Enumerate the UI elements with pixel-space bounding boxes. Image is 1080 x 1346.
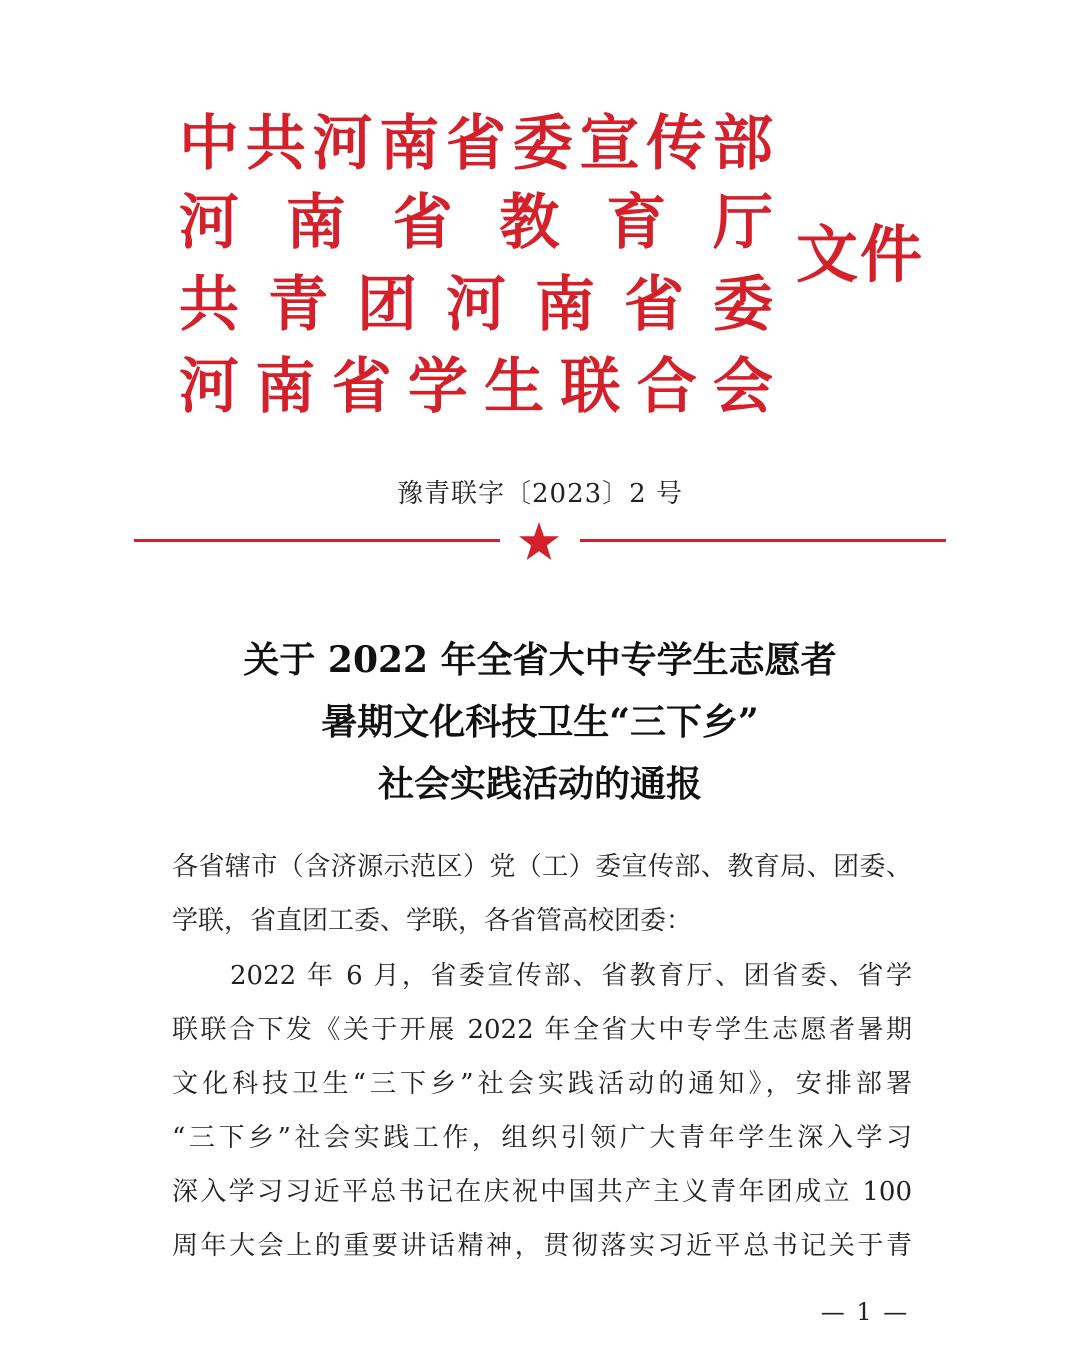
document-title-line: 暑期文化科技卫生“三下乡”: [321, 701, 759, 743]
issuer-char: 南: [379, 109, 440, 179]
issuer-char: 河: [179, 352, 239, 422]
issuer-char: 河: [446, 270, 506, 340]
issuer-char: 联: [560, 352, 621, 422]
issuer-char: 中: [179, 109, 239, 179]
separator-rule-right: [580, 539, 946, 542]
issuer-char: 南: [285, 188, 346, 258]
issuer-char: 会: [712, 352, 773, 422]
issuer-char: 青: [268, 270, 328, 340]
issuer-char: 南: [255, 352, 316, 422]
paragraph-line: 文化科技卫生“三下乡”社会实践活动的通知》，安排部署: [172, 1069, 912, 1099]
paragraph-line: 联联合下发《关于开展 2022 年全省大中专学生志愿者暑期: [172, 1015, 912, 1045]
page-number: — 1 —: [820, 1298, 910, 1326]
issuer-char: 合: [636, 352, 697, 422]
document-number: 豫青联字〔2023〕2 号: [397, 479, 683, 509]
issuer-char: 团: [357, 270, 417, 340]
address-line: 学联，省直团工委、学联，各省管高校团委：: [172, 906, 693, 936]
issuer-char: 共: [245, 109, 306, 179]
issuer-student-federation: [176, 350, 776, 424]
address-line: 各省辖市（含济源示范区）党（工）委宣传部、教育局、团委、: [172, 852, 912, 882]
issuer-publicity-department: [176, 107, 776, 181]
red-star-icon: [518, 521, 560, 561]
issuer-char: 河: [179, 188, 239, 258]
issuer-char: 委: [512, 109, 573, 179]
issuer-char: 共: [179, 270, 239, 340]
issuer-youth-league: [176, 268, 776, 342]
issuer-char: 河: [312, 109, 373, 179]
issuer-char: 省: [392, 188, 453, 258]
issuer-char: 省: [331, 352, 392, 422]
issuer-char: 南: [535, 270, 595, 340]
issuer-char: 学: [407, 352, 468, 422]
paragraph-line: 周年大会上的重要讲话精神，贯彻落实习近平总书记关于青: [172, 1231, 912, 1261]
issuer-char: 育: [606, 188, 667, 258]
paragraph-line: 2022 年 6 月，省委宣传部、省教育厅、团省委、省学: [230, 961, 912, 991]
document-title-line: 关于 2022 年全省大中专学生志愿者: [243, 639, 837, 681]
issuer-char: 省: [446, 109, 506, 179]
issuer-education-department: [176, 186, 776, 260]
issuer-char: 教: [499, 188, 560, 258]
issuer-char: 生: [484, 352, 545, 422]
issuer-char: 委: [713, 270, 773, 340]
issuer-char: 省: [624, 270, 684, 340]
issuer-char: 厅: [712, 188, 773, 258]
issuer-char: 传: [646, 109, 707, 179]
issuer-char: 部: [713, 109, 773, 179]
separator-rule-left: [134, 539, 500, 542]
doc-type-label: 文件: [796, 218, 925, 291]
paragraph-line: “三下乡”社会实践工作，组织引领广大青年学生深入学习: [172, 1123, 912, 1153]
document-title-line: 社会实践活动的通报: [377, 763, 702, 805]
paragraph-line: 深入学习习近平总书记在庆祝中国共产主义青年团成立 100: [172, 1177, 912, 1207]
issuer-char: 宣: [579, 109, 640, 179]
